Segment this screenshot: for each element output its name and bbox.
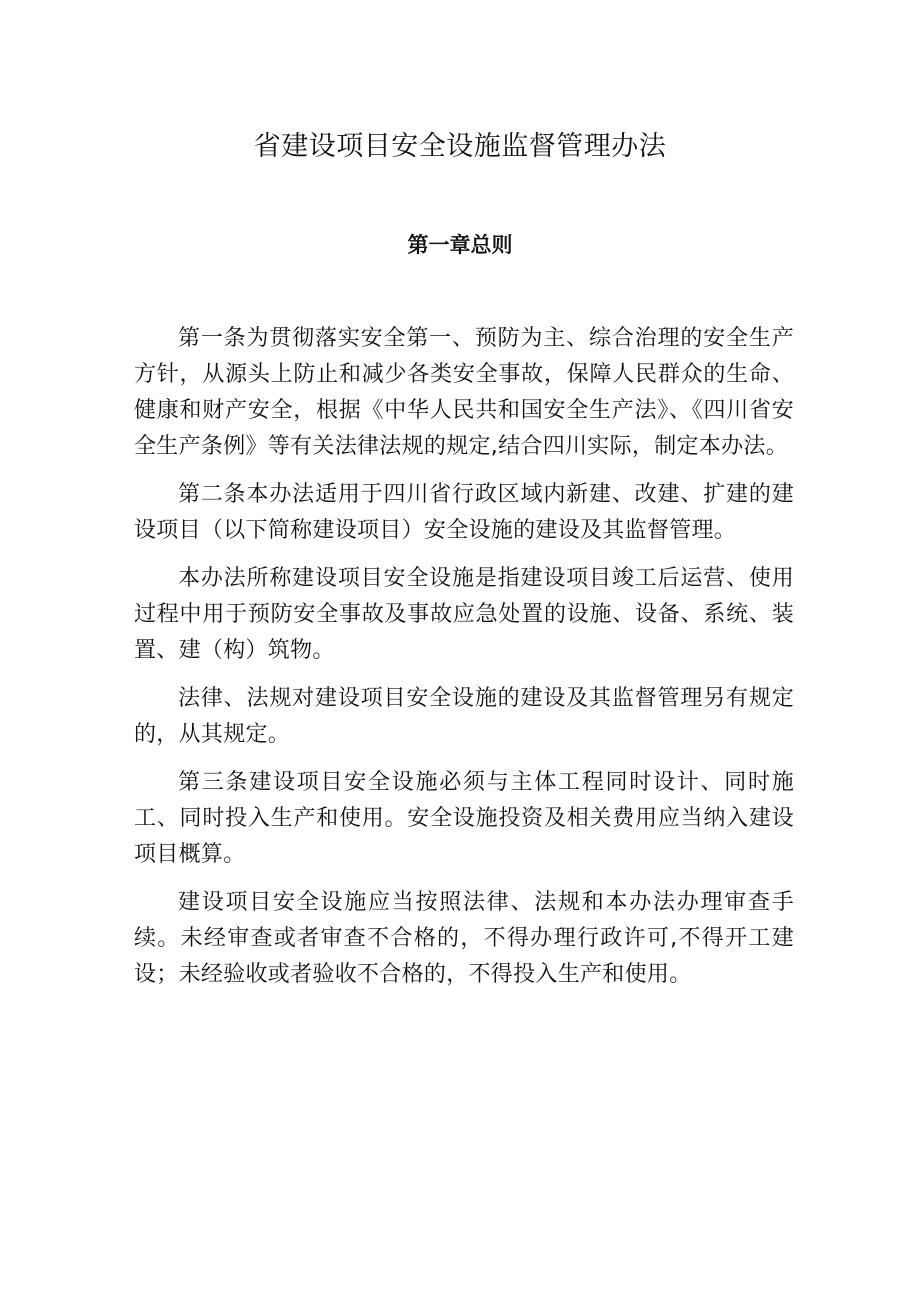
paragraph-article-3-review: 建设项目安全设施应当按照法律、法规和本办法办理审查手续。未经审查或者审查不合格的，不得办理行政许可,不得开工建设；未经验收或者验收不合格的，不得投入生产和使用。 [134,890,794,987]
paragraph-article-2-exception: 法律、法规对建设项目安全设施的建设及其监督管理另有规定的，从其规定。 [134,686,794,747]
document-title: 省建设项目安全设施监督管理办法 [253,131,667,162]
paragraph-article-2: 第二条本办法适用于四川省行政区域内新建、改建、扩建的建设项目（以下简称建设项目）安全设施的建设及其监督管理。 [134,482,794,543]
paragraph-article-2-definition: 本办法所称建设项目安全设施是指建设项目竣工后运营、使用过程中用于预防安全事故及事故应急处置的设施、设备、系统、装置、建（构）筑物。 [134,566,794,663]
paragraph-article-1: 第一条为贯彻落实安全第一、预防为主、综合治理的安全生产方针，从源头上防止和减少各类安全事故，保障人民群众的生命、健康和财产安全，根据《中华人民共和国安全生产法》、《四川省安全生产条例》等有关法律法规的规定,结合四川实际，制定本办法。 [134,326,794,459]
chapter-heading: 第一章总则 [407,233,513,257]
paragraph-article-3: 第三条建设项目安全设施必须与主体工程同时设计、同时施工、同时投入生产和使用。安全设施投资及相关费用应当纳入建设项目概算。 [134,770,794,867]
document-body [134,321,794,1005]
